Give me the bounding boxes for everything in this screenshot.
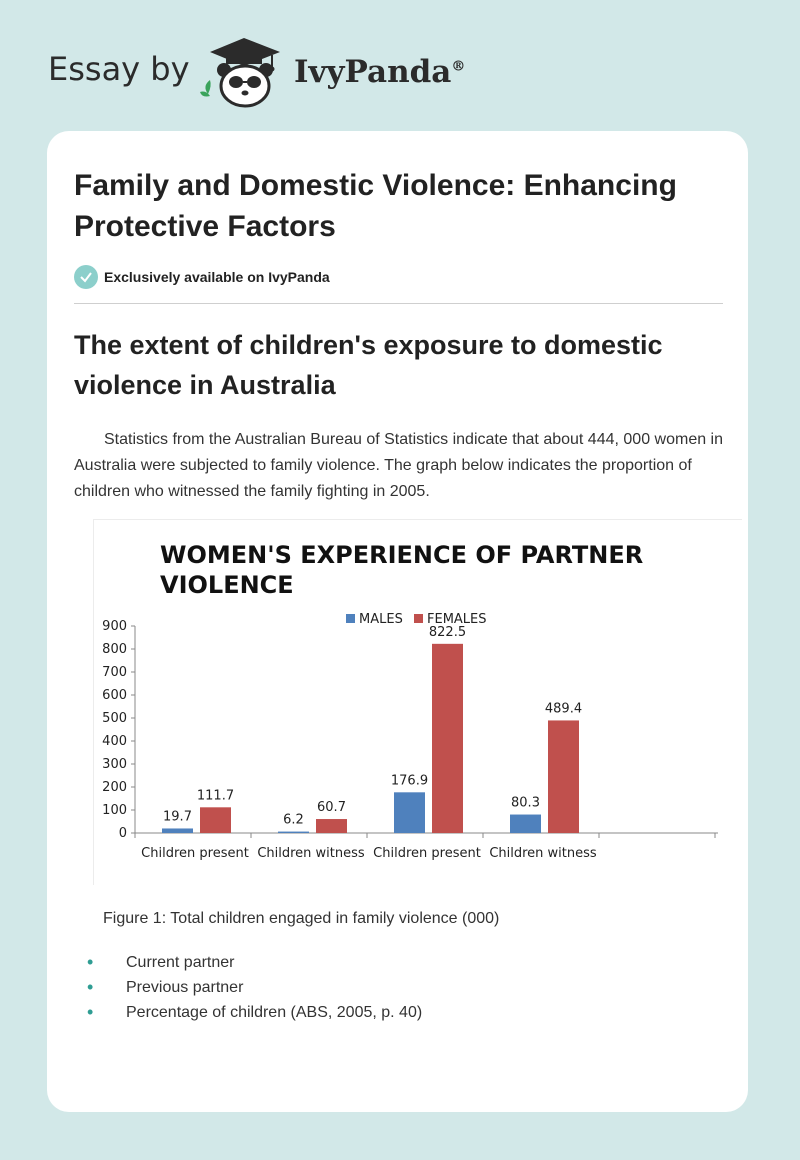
list-item: • Current partner <box>87 950 422 975</box>
data-label: 6.2 <box>283 812 304 828</box>
data-label: 80.3 <box>511 795 540 811</box>
bar-females <box>432 644 463 833</box>
brand-header[interactable] <box>48 36 468 108</box>
data-label: 19.7 <box>163 809 192 825</box>
y-tick-label: 400 <box>102 734 127 749</box>
brand-prefix: Essay by <box>48 50 190 88</box>
x-tick-label: Children present <box>373 846 481 861</box>
data-label: 111.7 <box>196 788 235 804</box>
x-tick-label: Children witness <box>257 846 365 861</box>
bar-females <box>548 720 579 833</box>
bar-males <box>510 815 541 833</box>
bar-females <box>316 819 347 833</box>
bar-females <box>200 807 231 833</box>
x-tick-label: Children witness <box>489 846 597 861</box>
y-tick-label: 300 <box>102 757 127 772</box>
list-item: • Percentage of children (ABS, 2005, p. 40) <box>87 1000 422 1025</box>
divider <box>74 303 723 304</box>
article-title: Family and Domestic Violence: Enhancing Protective Factors <box>74 169 677 243</box>
exclusive-text: Exclusively available on IvyPanda <box>104 269 330 285</box>
panda-logo-icon <box>200 36 292 110</box>
bar-males <box>278 832 309 833</box>
chart-svg <box>94 520 742 885</box>
article-card <box>47 131 748 1112</box>
bar-males <box>162 828 193 833</box>
y-tick-label: 200 <box>102 780 127 795</box>
check-icon <box>74 265 98 289</box>
figure-caption: Figure 1: Total children engaged in family violence (000) <box>103 910 500 927</box>
legend-swatch <box>414 614 423 623</box>
y-tick-label: 800 <box>102 642 127 657</box>
y-tick-label: 0 <box>118 826 127 841</box>
legend-label: MALES <box>359 612 403 627</box>
bar-males <box>394 792 425 833</box>
data-label: 489.4 <box>544 701 583 717</box>
bar-chart <box>93 519 742 885</box>
section-heading: The extent of children's exposure to domestic violence in Australia <box>74 330 663 400</box>
exclusive-badge <box>74 264 330 290</box>
legend-swatch <box>346 614 355 623</box>
y-tick-label: 600 <box>102 688 127 703</box>
chart-title-line2: VIOLENCE <box>160 571 294 599</box>
brand-name: IvyPanda® <box>294 54 466 90</box>
data-label: 176.9 <box>390 773 429 789</box>
y-tick-label: 500 <box>102 711 127 726</box>
legend-label: FEMALES <box>427 612 487 627</box>
y-tick-label: 700 <box>102 665 127 680</box>
x-tick-label: Children present <box>141 846 249 861</box>
bullet-list <box>87 950 422 1025</box>
data-label: 822.5 <box>428 624 467 640</box>
data-label: 60.7 <box>317 800 346 816</box>
y-tick-label: 100 <box>102 803 127 818</box>
list-item: • Previous partner <box>87 975 422 1000</box>
body-paragraph: Statistics from the Australian Bureau of Statistics indicate that about 444, 000 women in Australia were subjected to family violence. The graph below indicates the proportion of children who witnessed the family fighting in 2005. <box>74 431 724 500</box>
chart-title: WOMEN'S EXPERIENCE OF PARTNER <box>160 541 644 569</box>
y-tick-label: 900 <box>102 619 127 634</box>
